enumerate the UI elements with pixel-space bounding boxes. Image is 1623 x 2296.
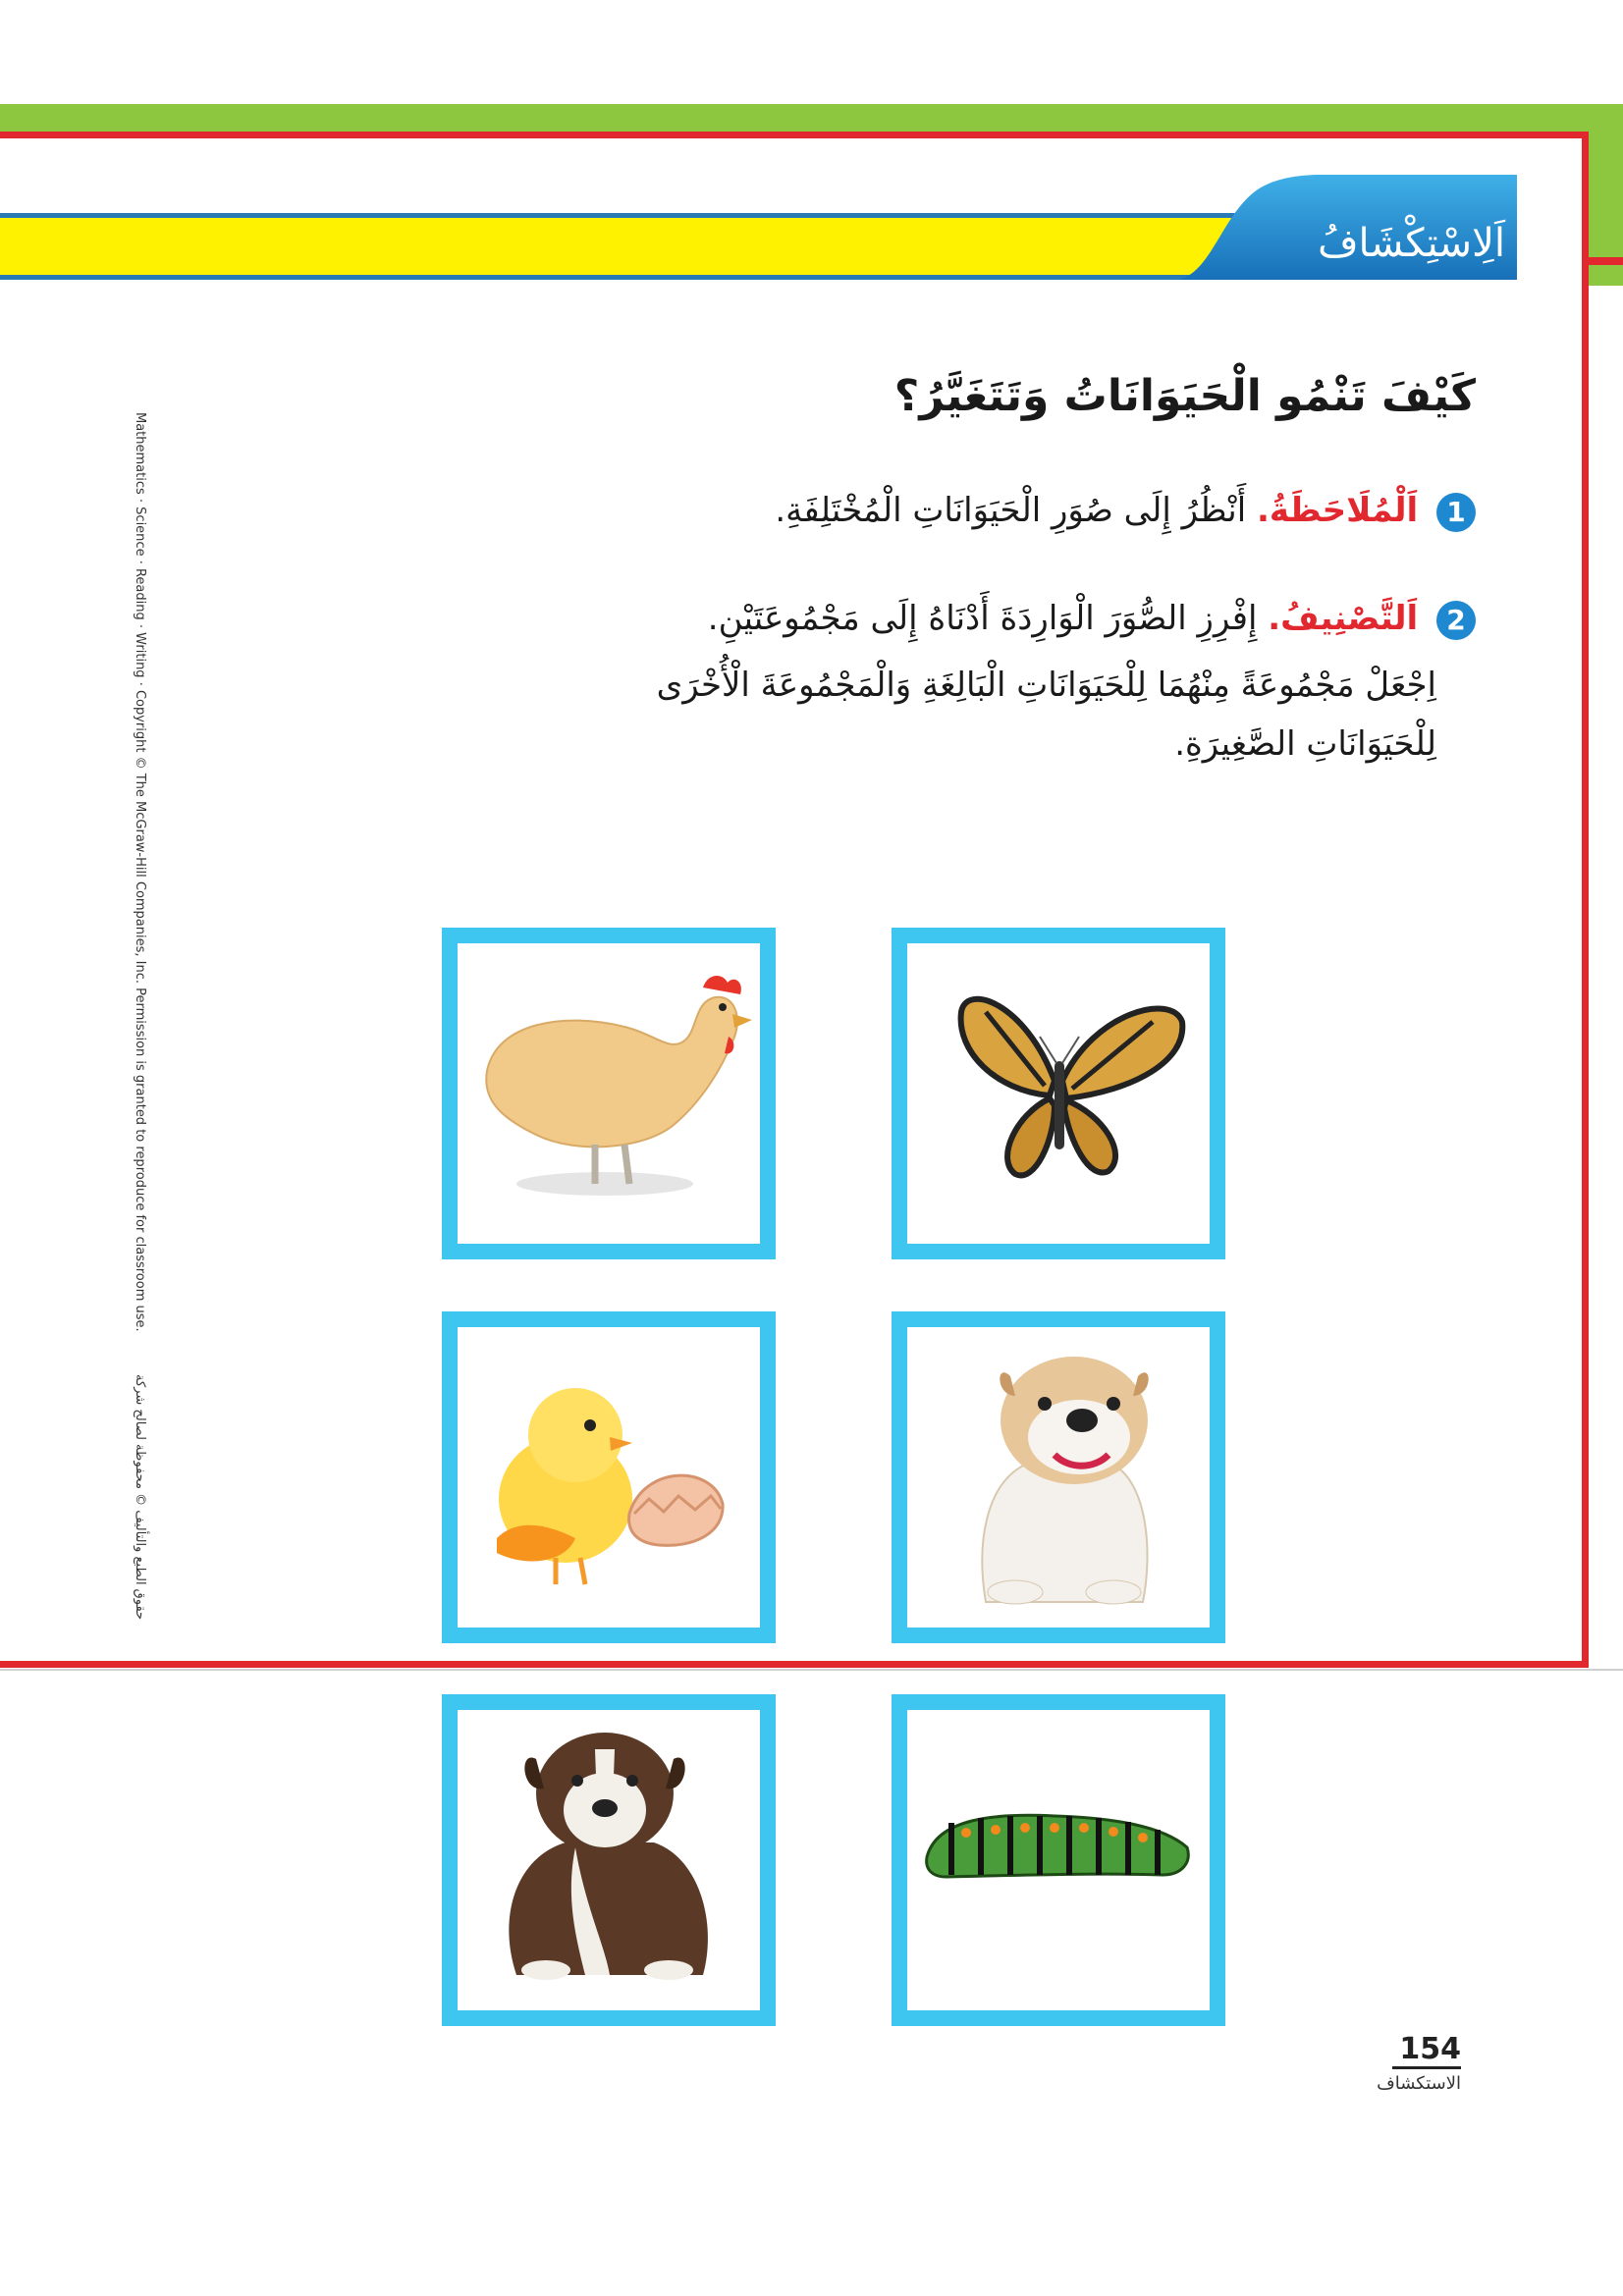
step-2 (708, 589, 1476, 648)
step-1 (775, 481, 1476, 540)
step-number-2: 2 (1436, 601, 1476, 640)
section-title: اَلِاسْتِكْشَافُ (1318, 221, 1505, 266)
step-1-text: أَنْظُرُ إِلَى صُوَرِ الْحَيَوَانَاتِ الْمُخْتَلِفَةِ. (775, 491, 1247, 530)
side-arabic-text: حقوق الطبع والتأليف © محفوظة لصالح شركة (133, 1374, 147, 1621)
side-copyright-text: Mathematics · Science · Reading · Writing · Copyright © The McGraw-Hill Companies, Inc. Permission is granted to reproduce for classroom use. (133, 412, 147, 1332)
step-2-text: إِفْرِزِ الصُّوَرَ الْوَارِدَةَ أَدْنَاهُ إِلَى مَجْمُوعَتَيْنِ. (707, 599, 1258, 638)
card-bulldog (892, 1311, 1225, 1643)
hen-icon (458, 943, 760, 1244)
red-side-accent (1589, 257, 1623, 265)
bottom-divider (0, 1669, 1623, 1671)
card-hen (442, 928, 776, 1259)
card-chick (442, 1311, 776, 1643)
step-number-1: 1 (1436, 493, 1476, 532)
step-2-line-2: اِجْعَلْ مَجْمُوعَةً مِنْهُمَا لِلْحَيَوَانَاتِ الْبَالِغَةِ وَالْمَجْمُوعَةَ الْأُخْرَى (656, 666, 1436, 705)
card-caterpillar (892, 1694, 1225, 2026)
question-heading: كَيْفَ تَنْمُو الْحَيَوَانَاتُ وَتَتَغَيَّرُ؟ (893, 371, 1476, 421)
yellow-header-band (0, 213, 1237, 280)
page-section-label: الاستكشاف (1377, 2073, 1461, 2094)
butterfly-icon (907, 943, 1210, 1244)
step-2-line-3: لِلْحَيَوَانَاتِ الصَّغِيرَةِ. (1174, 724, 1436, 764)
page-number: 154 (1392, 2032, 1461, 2069)
caterpillar-icon (907, 1710, 1210, 2010)
card-puppy (442, 1694, 776, 2026)
puppy-icon (458, 1710, 760, 2010)
page-frame (0, 132, 1589, 1668)
chick-icon (458, 1327, 760, 1628)
step-2-label: اَلتَّصْنِيفُ. (1268, 599, 1419, 638)
card-butterfly (892, 928, 1225, 1259)
step-1-label: اَلْمُلَاحَظَةُ. (1256, 491, 1419, 530)
bulldog-icon (907, 1327, 1210, 1628)
